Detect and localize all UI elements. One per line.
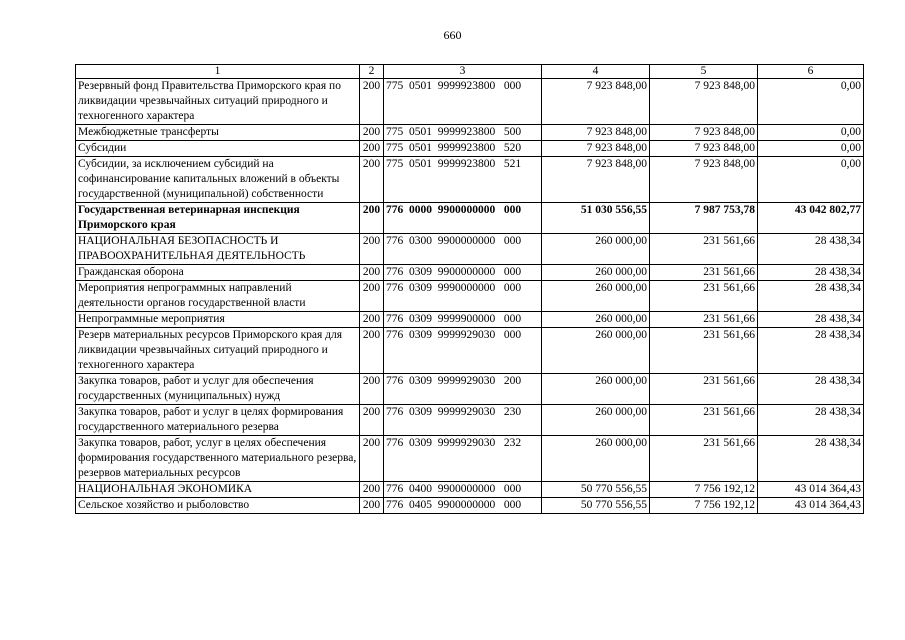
table-row <box>76 234 864 265</box>
row-column6-value: 43 014 364,43 <box>758 498 864 514</box>
row-column4-value: 260 000,00 <box>542 328 650 374</box>
row-column2-cell: 200 <box>360 281 384 312</box>
row-name-cell: Непрограммные мероприятия <box>76 312 360 328</box>
row-name-cell: Государственная ветеринарная инспекция Приморского края <box>76 203 360 234</box>
table-row <box>76 265 864 281</box>
row-column6-value: 0,00 <box>758 125 864 141</box>
row-column5-value: 231 561,66 <box>650 312 758 328</box>
row-column5-value: 231 561,66 <box>650 436 758 482</box>
row-name-cell: Закупка товаров, работ и услуг для обеспечения государственных (муниципальных) нужд <box>76 374 360 405</box>
row-column2-cell: 200 <box>360 374 384 405</box>
row-code-cell: 776 0405 9900000000 000 <box>384 498 542 514</box>
row-column5-value: 231 561,66 <box>650 281 758 312</box>
row-name-cell: Межбюджетные трансферты <box>76 125 360 141</box>
row-code-cell: 775 0501 9999923800 520 <box>384 141 542 157</box>
row-column4-value: 51 030 556,55 <box>542 203 650 234</box>
row-column6-value: 0,00 <box>758 157 864 203</box>
table-row <box>76 498 864 514</box>
row-column4-value: 7 923 848,00 <box>542 157 650 203</box>
row-column5-value: 7 756 192,12 <box>650 498 758 514</box>
row-column5-value: 7 987 753,78 <box>650 203 758 234</box>
row-column5-value: 7 923 848,00 <box>650 125 758 141</box>
row-column6-value: 28 438,34 <box>758 312 864 328</box>
table-row <box>76 203 864 234</box>
row-name-cell: Сельское хозяйство и рыболовство <box>76 498 360 514</box>
table-row <box>76 312 864 328</box>
row-code-cell: 776 0300 9900000000 000 <box>384 234 542 265</box>
header-cell-3: 3 <box>384 65 542 79</box>
row-code-cell: 776 0309 9999900000 000 <box>384 312 542 328</box>
row-code-cell: 776 0309 9999929030 200 <box>384 374 542 405</box>
row-name-cell: Резерв материальных ресурсов Приморского края для ликвидации чрезвычайных ситуаций природного и техногенного характера <box>76 328 360 374</box>
row-code-cell: 776 0309 9990000000 000 <box>384 281 542 312</box>
row-column2-cell: 200 <box>360 157 384 203</box>
row-code-cell: 776 0000 9900000000 000 <box>384 203 542 234</box>
row-column4-value: 260 000,00 <box>542 374 650 405</box>
row-column2-cell: 200 <box>360 482 384 498</box>
row-column2-cell: 200 <box>360 141 384 157</box>
row-column2-cell: 200 <box>360 125 384 141</box>
row-column4-value: 7 923 848,00 <box>542 141 650 157</box>
row-code-cell: 776 0309 9999929030 232 <box>384 436 542 482</box>
row-column4-value: 260 000,00 <box>542 405 650 436</box>
budget-table <box>75 64 864 514</box>
row-column5-value: 231 561,66 <box>650 374 758 405</box>
row-column2-cell: 200 <box>360 312 384 328</box>
table-row <box>76 482 864 498</box>
table-row <box>76 157 864 203</box>
row-column4-value: 50 770 556,55 <box>542 498 650 514</box>
table-row <box>76 125 864 141</box>
page-number: 660 <box>443 28 462 42</box>
row-column4-value: 260 000,00 <box>542 312 650 328</box>
header-cell-5: 5 <box>650 65 758 79</box>
table-row <box>76 328 864 374</box>
row-column6-value: 28 438,34 <box>758 374 864 405</box>
row-column4-value: 50 770 556,55 <box>542 482 650 498</box>
row-name-cell: Закупка товаров, работ и услуг в целях формирования государственного материального резерва <box>76 405 360 436</box>
row-column5-value: 7 923 848,00 <box>650 157 758 203</box>
row-name-cell: Закупка товаров, работ, услуг в целях обеспечения формирования государственного материального резерва, резервов материальных ресурсов <box>76 436 360 482</box>
row-name-cell: Резервный фонд Правительства Приморского края по ликвидации чрезвычайных ситуаций природного и техногенного характера <box>76 79 360 125</box>
row-column6-value: 43 014 364,43 <box>758 482 864 498</box>
row-name-cell: НАЦИОНАЛЬНАЯ БЕЗОПАСНОСТЬ И ПРАВООХРАНИТЕЛЬНАЯ ДЕЯТЕЛЬНОСТЬ <box>76 234 360 265</box>
row-column4-value: 260 000,00 <box>542 265 650 281</box>
row-column5-value: 7 756 192,12 <box>650 482 758 498</box>
row-code-cell: 776 0309 9999929030 230 <box>384 405 542 436</box>
row-column6-value: 43 042 802,77 <box>758 203 864 234</box>
header-cell-4: 4 <box>542 65 650 79</box>
row-column5-value: 231 561,66 <box>650 405 758 436</box>
row-code-cell: 775 0501 9999923800 521 <box>384 157 542 203</box>
table-row <box>76 436 864 482</box>
row-column5-value: 231 561,66 <box>650 328 758 374</box>
row-column6-value: 0,00 <box>758 141 864 157</box>
header-cell-2: 2 <box>360 65 384 79</box>
row-name-cell: Мероприятия непрограммных направлений деятельности органов государственной власти <box>76 281 360 312</box>
table-row <box>76 141 864 157</box>
row-column6-value: 28 438,34 <box>758 328 864 374</box>
row-column2-cell: 200 <box>360 405 384 436</box>
row-code-cell: 776 0309 9900000000 000 <box>384 265 542 281</box>
row-name-cell: Гражданская оборона <box>76 265 360 281</box>
row-name-cell: Субсидии, за исключением субсидий на софинансирование капитальных вложений в объекты государственной (муниципальной) собственности <box>76 157 360 203</box>
row-column4-value: 260 000,00 <box>542 234 650 265</box>
table-row <box>76 374 864 405</box>
table-row <box>76 79 864 125</box>
row-column2-cell: 200 <box>360 436 384 482</box>
row-column4-value: 7 923 848,00 <box>542 125 650 141</box>
table-row <box>76 281 864 312</box>
row-column2-cell: 200 <box>360 79 384 125</box>
row-column6-value: 28 438,34 <box>758 265 864 281</box>
row-name-cell: Субсидии <box>76 141 360 157</box>
row-column5-value: 7 923 848,00 <box>650 79 758 125</box>
row-column6-value: 28 438,34 <box>758 234 864 265</box>
row-code-cell: 776 0309 9999929030 000 <box>384 328 542 374</box>
row-column4-value: 260 000,00 <box>542 281 650 312</box>
header-cell-1: 1 <box>76 65 360 79</box>
row-column5-value: 231 561,66 <box>650 265 758 281</box>
row-code-cell: 775 0501 9999923800 500 <box>384 125 542 141</box>
row-column2-cell: 200 <box>360 234 384 265</box>
row-column2-cell: 200 <box>360 498 384 514</box>
header-row <box>76 65 864 79</box>
row-column2-cell: 200 <box>360 328 384 374</box>
row-column6-value: 0,00 <box>758 79 864 125</box>
table-body <box>76 65 864 514</box>
row-column5-value: 231 561,66 <box>650 234 758 265</box>
row-column2-cell: 200 <box>360 265 384 281</box>
header-cell-6: 6 <box>758 65 864 79</box>
table-row <box>76 405 864 436</box>
row-name-cell: НАЦИОНАЛЬНАЯ ЭКОНОМИКА <box>76 482 360 498</box>
row-code-cell: 776 0400 9900000000 000 <box>384 482 542 498</box>
row-column6-value: 28 438,34 <box>758 281 864 312</box>
row-code-cell: 775 0501 9999923800 000 <box>384 79 542 125</box>
row-column6-value: 28 438,34 <box>758 436 864 482</box>
row-column4-value: 7 923 848,00 <box>542 79 650 125</box>
row-column4-value: 260 000,00 <box>542 436 650 482</box>
row-column2-cell: 200 <box>360 203 384 234</box>
row-column6-value: 28 438,34 <box>758 405 864 436</box>
row-column5-value: 7 923 848,00 <box>650 141 758 157</box>
